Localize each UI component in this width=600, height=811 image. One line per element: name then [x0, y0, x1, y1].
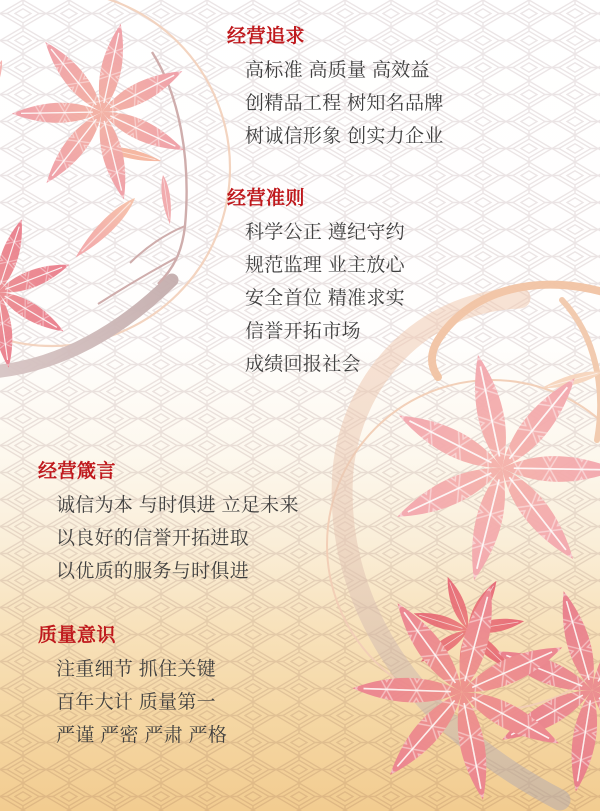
text-line: 信誉开拓市场	[245, 321, 361, 342]
top-left-maple-motif	[0, 0, 230, 384]
text-line: 注重细节 抓住关键	[56, 659, 216, 680]
section-title: 经营追求	[227, 26, 306, 47]
text-line: 百年大计 质量第一	[56, 692, 216, 713]
peach-branch	[562, 300, 600, 440]
section-lines	[38, 653, 227, 752]
brush-arc	[0, 280, 172, 372]
text-line: 创精品工程 树知名品牌	[245, 93, 444, 114]
text-line: 诚信为本 与时俱进 立足未来	[56, 495, 299, 516]
section-title: 质量意识	[38, 625, 117, 646]
section-title: 经营准则	[227, 188, 306, 209]
section-lines	[227, 54, 444, 153]
section-business-principles	[227, 186, 405, 381]
willow-leaf-icon	[71, 193, 140, 262]
text-line: 以良好的信誉开拓进取	[56, 528, 250, 549]
section-business-pursuit	[227, 24, 444, 153]
text-line: 以优质的服务与时俱进	[56, 561, 250, 582]
section-business-motto	[38, 459, 299, 588]
willow-leaf-icon	[159, 174, 174, 224]
section-quality-awareness	[38, 623, 227, 752]
text-line: 科学公正 遵纪守约	[245, 222, 405, 243]
text-line: 安全首位 精准求实	[245, 288, 405, 309]
text-line: 成绩回报社会	[245, 354, 361, 375]
text-line: 规范监理 业主放心	[245, 255, 405, 276]
willow-leaf-icon	[0, 58, 6, 114]
section-lines	[227, 216, 405, 381]
text-line: 树诚信形象 创实力企业	[245, 126, 444, 147]
section-title: 经营箴言	[38, 461, 117, 482]
text-line: 严谨 严密 严肃 严格	[56, 725, 228, 746]
section-lines	[38, 489, 299, 588]
text-line: 高标准 高质量 高效益	[245, 60, 430, 81]
